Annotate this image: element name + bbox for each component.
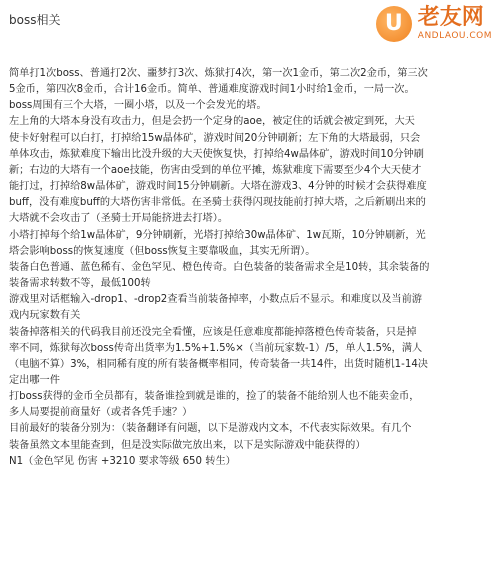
- text-line: boss周围有三个大塔，一圈小塔，以及一个会发光的塔。: [9, 100, 267, 112]
- text-line: 率不同，炼狱每次boss传奇出货率为1.5%+1.5%×（当前玩家数-1）/5，单人1.5%，满人: [9, 342, 423, 354]
- logo-url: ANDLAOU.COM: [417, 31, 492, 41]
- article-body: [9, 66, 494, 470]
- text-line: 单体攻击，炼狱难度下输出比没升级的大天使恢复快，打掉给4w晶体矿，游戏时间10分钟刷: [9, 148, 424, 160]
- article-title: boss相关: [9, 13, 61, 27]
- text-line: 目前最好的装备分别为：（装备翻译有问题，以下是游戏内文本，不代表实际效果。有几个: [9, 423, 412, 435]
- text-line: 简单打1次boss、普通打2次、噩梦打3次、炼狱打4次，第一次1金币，第二次2金币，第三次: [9, 68, 428, 79]
- logo-badge-icon: [376, 6, 412, 42]
- text-line: 定出哪一件: [9, 374, 60, 386]
- text-line: 打boss获得的金币全员都有，装备谁捡到就是谁的，捡了的装备不能给别人也不能卖金币，: [9, 391, 420, 403]
- text-line: N1（金色罕见 伤害 +3210 要求等级 650 转生）: [9, 455, 236, 467]
- text-line: 5金币，第四次8金币，合计16金币。简单、普通难度游戏时间1小时给1金币，一局一次。: [9, 84, 415, 96]
- text-line: 大塔就不会攻击了（圣骑士开局能挤进去打塔）。: [9, 213, 229, 225]
- text-line: 装备虽然文本里能查到，但是没实际做完放出来，以下是实际游戏中能获得的）: [9, 439, 366, 451]
- text-line: 装备掉落相关的代码我目前还没完全看懂，应该是任意难度都能掉落橙色传奇装备，只是掉: [9, 326, 417, 338]
- text-line: （电脑不算）3%，相同稀有度的所有装备概率相同，传奇装备一共14件，出货时随机1-14决: [9, 358, 428, 370]
- text-line: 使卡好射程可以白打，打掉给15w晶体矿，游戏时间20分钟刷新；左下角的大塔最弱，只会: [9, 132, 421, 144]
- logo-name: 老友网: [417, 5, 484, 30]
- text-line: 多人局要提前商量好（或者各凭手速？）: [9, 407, 193, 419]
- text-line: 塔会影响boss的恢复速度（但boss恢复主要靠吸血，其实无所谓）。: [9, 245, 316, 257]
- site-logo: [376, 6, 492, 42]
- logo-text: [418, 6, 492, 42]
- text-line: 小塔打掉每个给1w晶体矿，9分钟刷新，光塔打掉给30w晶体矿、1w瓦斯，10分钟刷新，光: [9, 229, 426, 241]
- text-line: 能打过，打掉给8w晶体矿，游戏时间15分钟刷新。大塔在游戏3、4分钟的时候才会获得难度: [9, 181, 427, 193]
- text-line: 左上角的大塔本身没有攻击力，但是会扔一个定身的aoe，被定住的话就会被定到死，大天: [9, 116, 415, 128]
- text-line: 戏内玩家数有关: [9, 310, 81, 322]
- text-line: 装备白色普通、蓝色稀有、金色罕见、橙色传奇。白色装备的装备需求全是10转，其余装备的: [9, 261, 430, 273]
- text-line: 装备需求转数不等，最低100转: [9, 278, 151, 290]
- text-line: 新；右边的大塔有一个aoe技能，伤害由受到的单位平摊，炼狱难度下需要至少4个大天使才: [9, 164, 422, 176]
- logo-badge-letter: U: [384, 11, 403, 36]
- text-line: buff，没有难度buff的大塔伤害非常低。在圣骑士获得闪现技能前打掉大塔，之后新刷出来的: [9, 197, 426, 209]
- text-line: 游戏里对话框输入-drop1、-drop2查看当前装备掉率，小数点后不显示。和难度以及当前游: [9, 294, 422, 306]
